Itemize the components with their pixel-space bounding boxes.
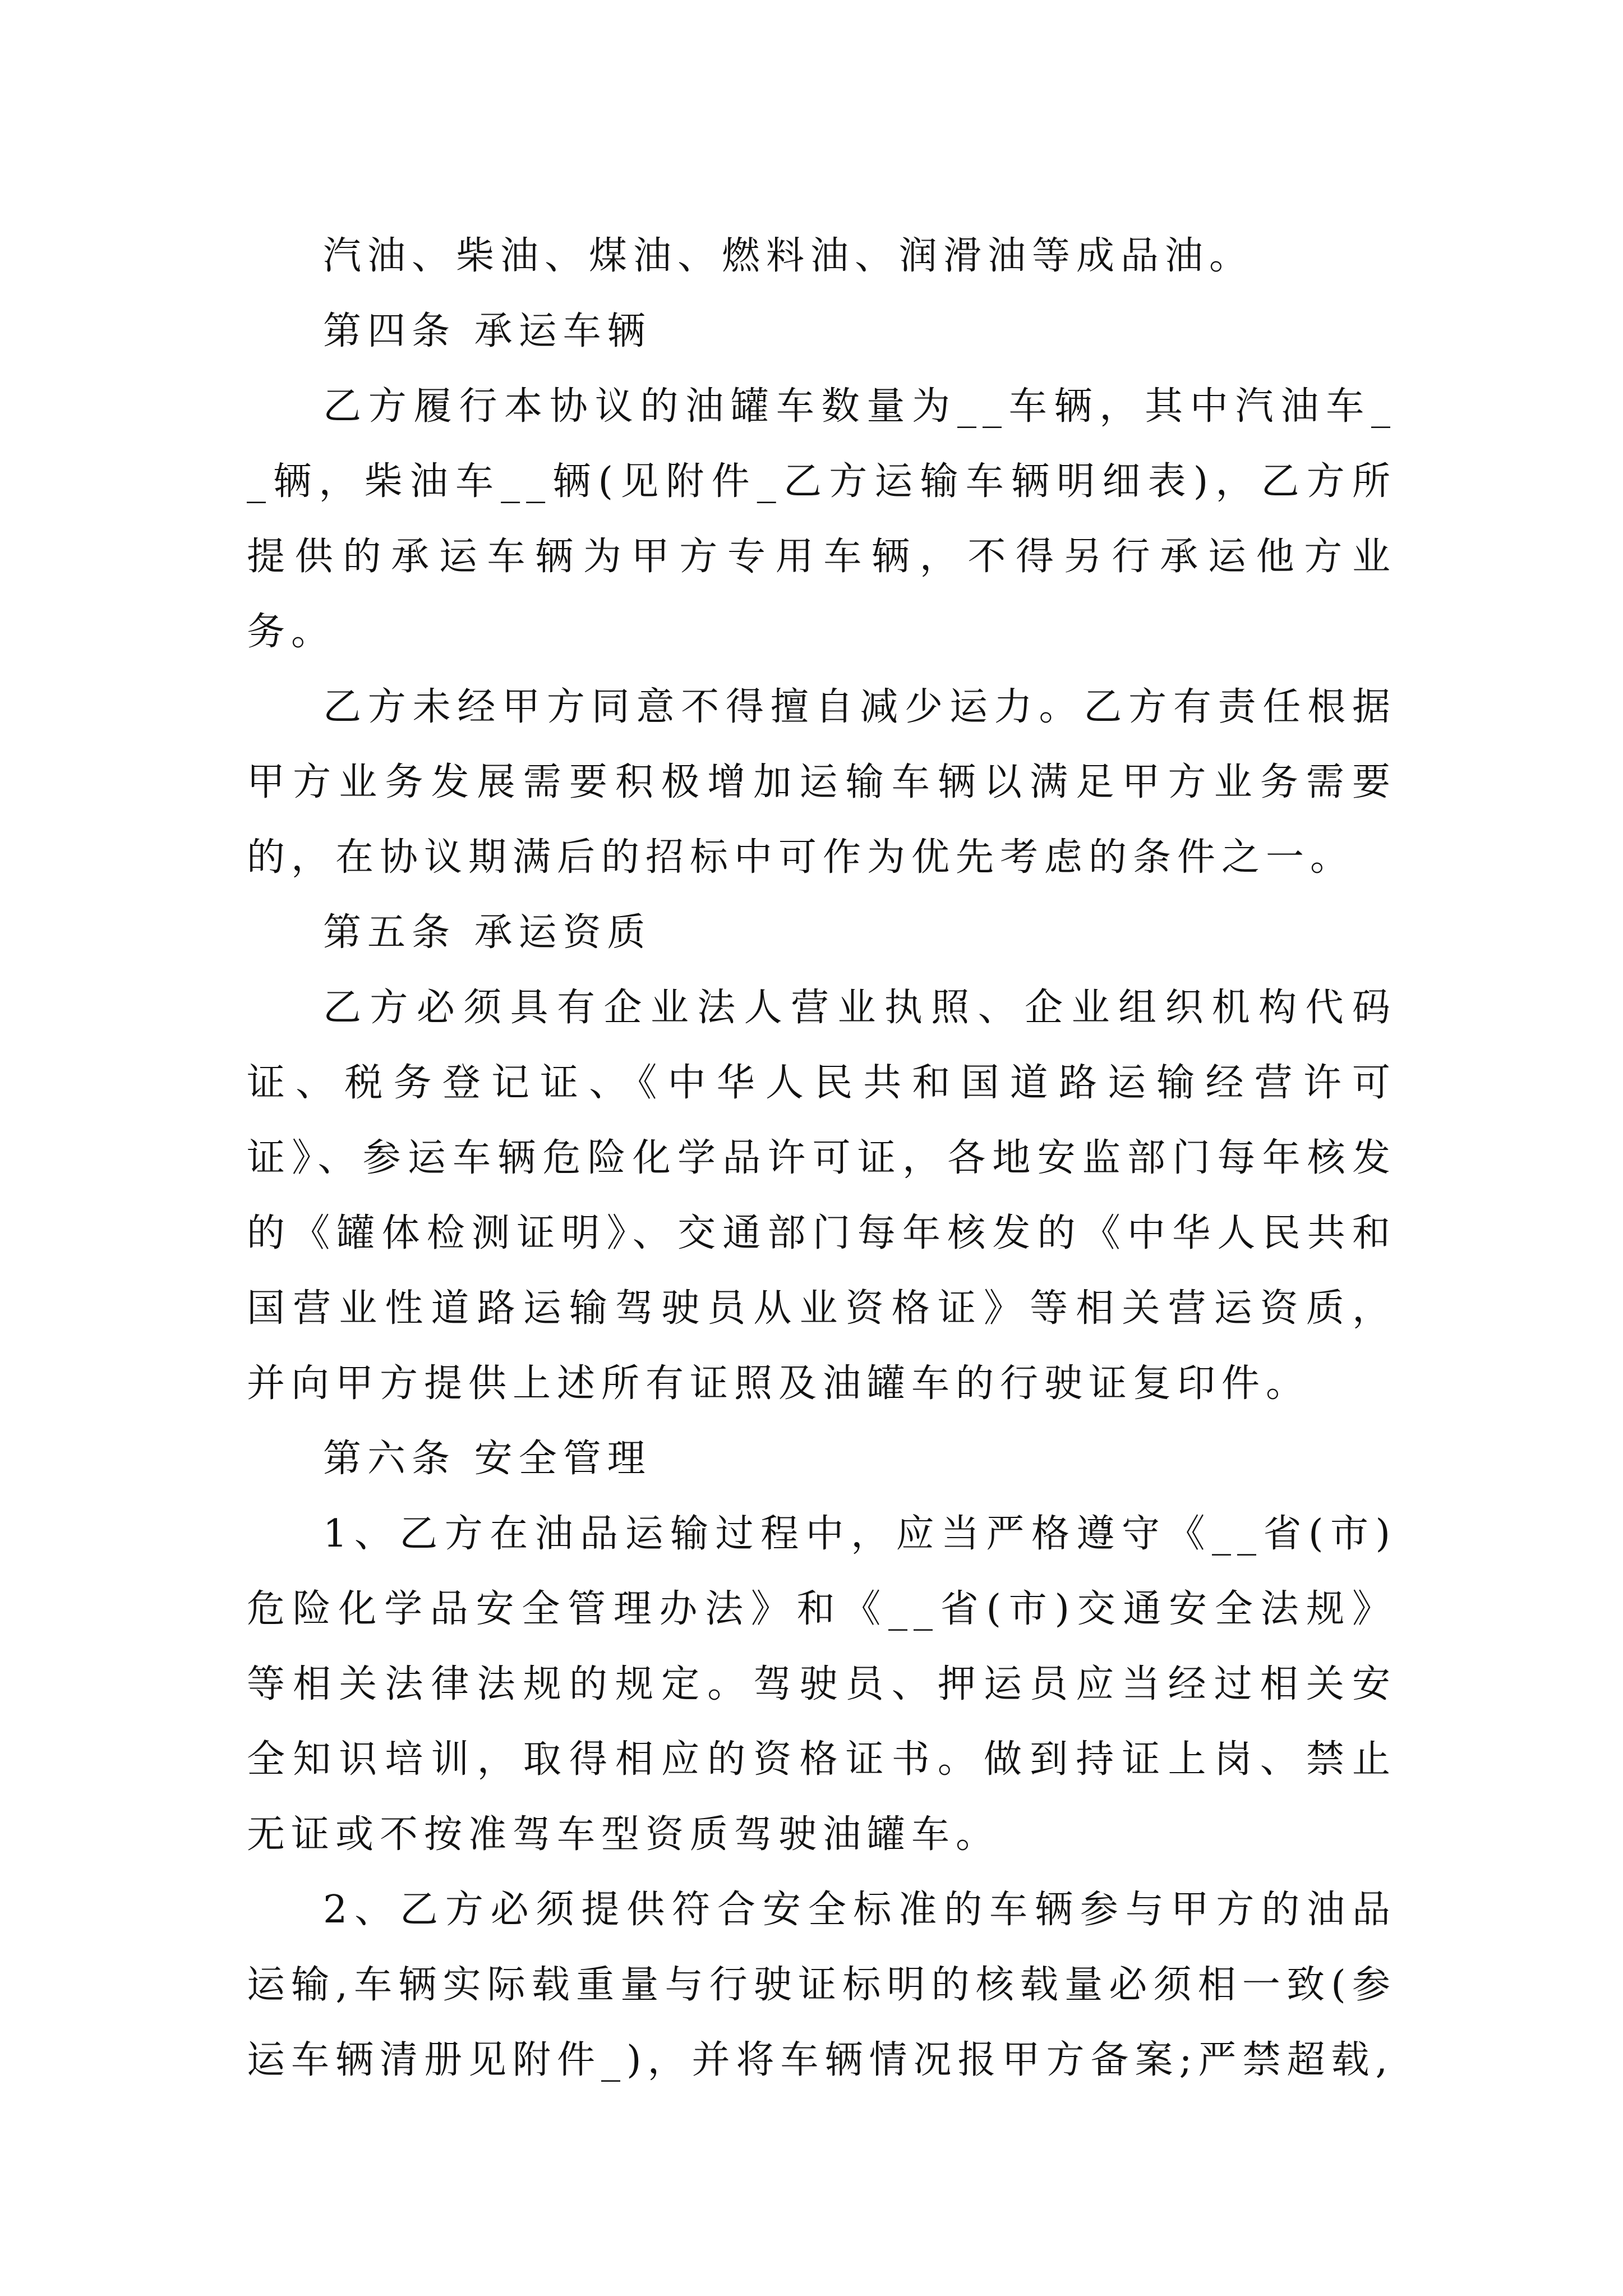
paragraph-vehicle-count: 乙方履行本协议的油罐车数量为__车辆，其中汽油车__辆，柴油车__辆(见附件_乙方运输车辆明细表)，乙方所提供的承运车辆为甲方专用车辆，不得另行承运他方业务。: [247, 384, 1396, 654]
article-four-heading: 第四条 承运车辆: [323, 309, 652, 353]
paragraph-capacity-requirement: 乙方未经甲方同意不得擅自减少运力。乙方有责任根据甲方业务发展需要积极增加运输车辆以满足甲方业务需要的，在协议期满后的招标中可作为优先考虑的条件之一。: [247, 685, 1396, 880]
paragraph-product-oil-types: 汽油、柴油、煤油、燃料油、润滑油等成品油。: [323, 234, 1254, 278]
paragraph-safety-rule-one: 1、乙方在油品运输过程中，应当严格遵守《__省(市)危险化学品安全管理办法》和《__省(市)交通安全法规》等相关法律法规的规定。驾驶员、押运员应当经过相关安全知识培训，取得相应的资格证书。做到持证上岗、禁止无证或不按准驾车型资质驾驶油罐车。: [247, 1512, 1396, 1857]
paragraph-qualifications: 乙方必须具有企业法人营业执照、企业组织机构代码证、税务登记证、《中华人民共和国道路运输经营许可证》、参运车辆危险化学品许可证，各地安监部门每年核发的《罐体检测证明》、交通部门每年核发的《中华人民共和国营业性道路运输驾驶员从业资格证》等相关营运资质，并向甲方提供上述所有证照及油罐车的行驶证复印件。: [247, 986, 1396, 1406]
paragraph-safety-rule-two: 2、乙方必须提供符合安全标准的车辆参与甲方的油品运输,车辆实际载重量与行驶证标明的核载量必须相一致(参运车辆清册见附件_)，并将车辆情况报甲方备案;严禁超载,: [247, 1888, 1396, 2082]
article-five-heading: 第五条 承运资质: [323, 910, 652, 955]
article-six-heading: 第六条 安全管理: [323, 1437, 652, 1481]
document-body: [247, 219, 1396, 2098]
